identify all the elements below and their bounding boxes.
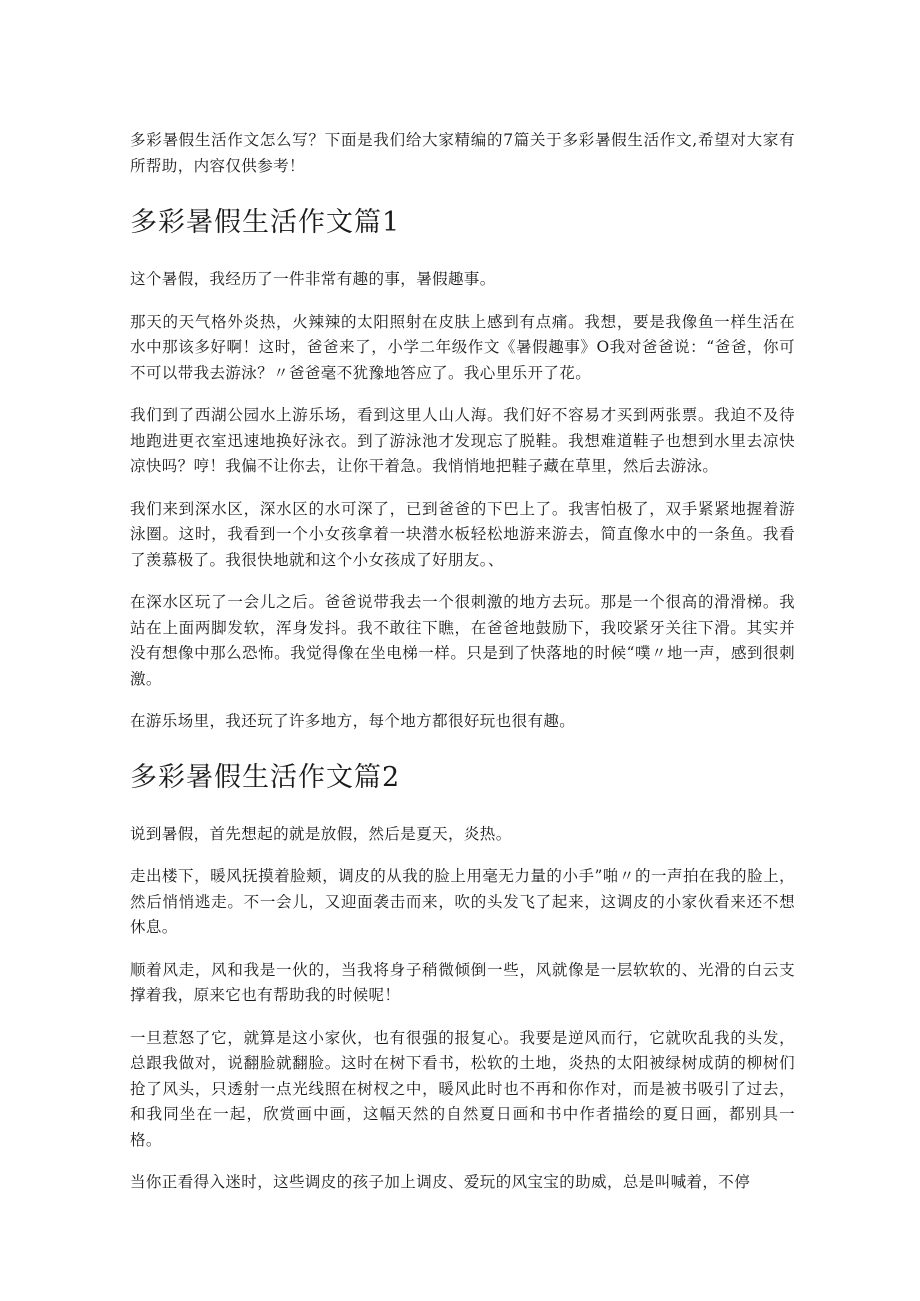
paragraph: 我们到了西湖公园水上游乐场，看到这里人山人海。我们好不容易才买到两张票。我迫不及待地跑进更衣室迅速地换好泳衣。到了游泳池才发现忘了脱鞋。我想难道鞋子也想到水里去凉快凉快吗？哼！我偏不让你去，让你干着急。我悄悄地把鞋子藏在草里，然后去游泳。 xyxy=(130,406,795,475)
paragraph: 这个暑假，我经历了一件非常有趣的事，暑假趣事。 xyxy=(130,270,496,288)
paragraph: 在游乐场里，我还玩了许多地方，每个地方都很好玩也很有趣。 xyxy=(130,712,576,730)
paragraph: 一旦惹怒了它，就算是这小家伙，也有很强的报复心。我要是逆风而行，它就吹乱我的头发，总跟我做对，说翻脸就翻脸。这时在树下看书，松软的土地，炎热的太阳被绿树成荫的柳树们抢了风头，只透射一点光线照在树杈之中，暖风此时也不再和你作对，而是被书吸引了过去，和我同坐在一起，欣赏画中画，这幅天然的自然夏日画和书中作者描绘的夏日画，都别具一格。 xyxy=(130,1028,795,1149)
paragraph: 说到暑假，首先想起的就是放假，然后是夏天，炎热。 xyxy=(130,824,512,843)
document-page xyxy=(130,128,795,1213)
section-heading: 多彩暑假生活作文篇1 xyxy=(130,207,401,238)
paragraph: 在深水区玩了一会儿之后。爸爸说带我去一个很刺激的地方去玩。那是一个很高的滑滑梯。我站在上面两脚发软，浑身发抖。我不敢往下瞧，在爸爸地鼓励下，我咬紧牙关往下滑。其实并没有想像中那么恐怖。我觉得像在坐电梯一样。只是到了快落地的时候“噗〃地一声，感到很刺激。 xyxy=(130,593,795,688)
paragraph: 当你正看得入迷时，这些调皮的孩子加上调皮、爱玩的风宝宝的助威，总是叫喊着，不停 xyxy=(130,1173,751,1191)
paragraph: 那天的天气格外炎热，火辣辣的太阳照射在皮肤上感到有点痛。我想，要是我像鱼一样生活在水中那该多好啊！这时，爸爸来了，小学二年级作文《暑假趣事》O我对爸爸说：“爸爸，你可不可以带我去游泳？〃爸爸毫不犹豫地答应了。我心里乐开了花。 xyxy=(130,312,795,382)
paragraph: 顺着风走，风和我是一伙的，当我将身子稍微倾倒一些，风就像是一层软软的、光滑的白云支撑着我，原来它也有帮助我的时候呢！ xyxy=(130,960,795,1004)
paragraph: 走出楼下，暖风抚摸着脸颊，调皮的从我的脸上用毫无力量的小手”啪〃的一声拍在我的脸上，然后悄悄逃走。不一会儿，又迎面袭击而来，吹的头发飞了起来，这调皮的小家伙看来还不想休息。 xyxy=(130,867,795,936)
section-heading: 多彩暑假生活作文篇2 xyxy=(130,761,401,793)
paragraph: 我们来到深水区，深水区的水可深了，已到爸爸的下巴上了。我害怕极了，双手紧紧地握着游泳圈。这时，我看到一个小女孩拿着一块潜水板轻松地游来游去，简直像水中的一条鱼。我看了羡慕极了。我很快地就和这个小女孩成了好朋友。、 xyxy=(130,499,795,569)
intro-paragraph: 多彩暑假生活作文怎么写？下面是我们给大家精编的7篇关于多彩暑假生活作文,希望对大家有所帮助，内容仅供参考！ xyxy=(130,131,795,175)
